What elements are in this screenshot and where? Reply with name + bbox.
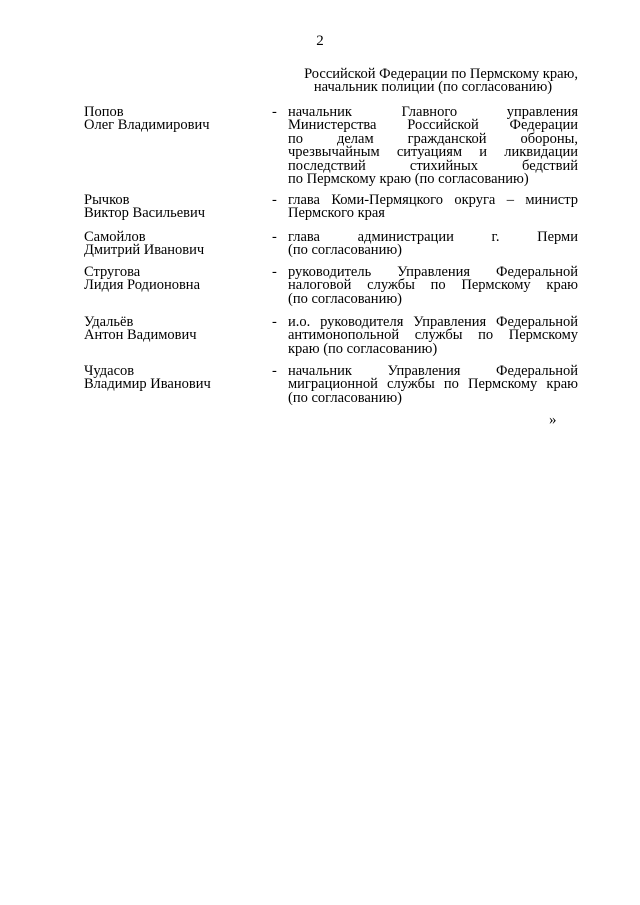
member-name xyxy=(84,231,254,258)
continuation-line: Российской Федерации по Пермскому краю, xyxy=(304,66,578,82)
member-position xyxy=(288,194,578,221)
position-line: последствий стихийных бедствий xyxy=(288,157,578,174)
member-given-names: Дмитрий Иванович xyxy=(84,242,205,259)
separator-dash: - xyxy=(272,264,277,280)
member-surname: Удальёв xyxy=(84,314,134,330)
member-position xyxy=(288,316,578,356)
member-name xyxy=(84,106,254,133)
position-line: начальник Главного управления xyxy=(288,104,578,120)
separator-dash: - xyxy=(272,104,277,120)
position-line: антимонопольной службы по Пермскому xyxy=(288,327,578,344)
member-name xyxy=(84,365,254,392)
member-given-names: Лидия Родионовна xyxy=(84,277,200,294)
member-position xyxy=(288,106,578,186)
member-name xyxy=(84,194,254,221)
member-surname: Стругова xyxy=(84,264,141,280)
position-line: и.о. руководителя Управления Федеральной xyxy=(288,314,578,330)
position-line: краю (по согласованию) xyxy=(288,340,438,357)
position-line: глава Коми-Пермяцкого округа – министр xyxy=(288,192,578,208)
position-line: (по согласованию) xyxy=(288,389,402,406)
position-line: миграционной службы по Пермскому краю xyxy=(288,376,578,393)
member-name xyxy=(84,316,254,343)
position-line: руководитель Управления Федеральной xyxy=(288,264,578,280)
position-line: (по согласованию) xyxy=(288,290,402,307)
separator-dash: - xyxy=(272,229,277,245)
member-given-names: Виктор Васильевич xyxy=(84,205,206,222)
position-line: налоговой службы по Пермскому краю xyxy=(288,277,578,294)
position-line: (по согласованию) xyxy=(288,242,402,259)
member-surname: Рычков xyxy=(84,192,130,208)
member-surname: Самойлов xyxy=(84,229,146,245)
member-position xyxy=(288,266,578,306)
member-surname: Чудасов xyxy=(84,363,135,379)
position-line: глава администрации г. Перми xyxy=(288,229,578,245)
member-given-names: Владимир Иванович xyxy=(84,376,211,393)
member-position xyxy=(288,231,578,258)
position-line: Министерства Российской Федерации xyxy=(288,117,578,134)
member-given-names: Олег Владимирович xyxy=(84,117,210,134)
position-line: Пермского края xyxy=(288,205,385,222)
closing-quote-mark: » xyxy=(549,412,557,428)
position-line: по Пермскому краю (по согласованию) xyxy=(288,170,529,187)
separator-dash: - xyxy=(272,363,277,379)
member-position xyxy=(288,365,578,405)
member-given-names: Антон Вадимович xyxy=(84,327,197,344)
page-number: 2 xyxy=(316,33,324,49)
member-surname: Попов xyxy=(84,104,124,120)
member-name xyxy=(84,266,254,293)
continuation-text xyxy=(288,68,578,95)
position-line: начальник Управления Федеральной xyxy=(288,363,578,379)
continuation-line: начальник полиции (по согласованию) xyxy=(313,79,553,96)
separator-dash: - xyxy=(272,314,277,330)
position-line: чрезвычайным ситуациям и ликвидации xyxy=(288,144,578,161)
position-line: по делам гражданской обороны, xyxy=(288,130,578,147)
separator-dash: - xyxy=(272,192,277,208)
